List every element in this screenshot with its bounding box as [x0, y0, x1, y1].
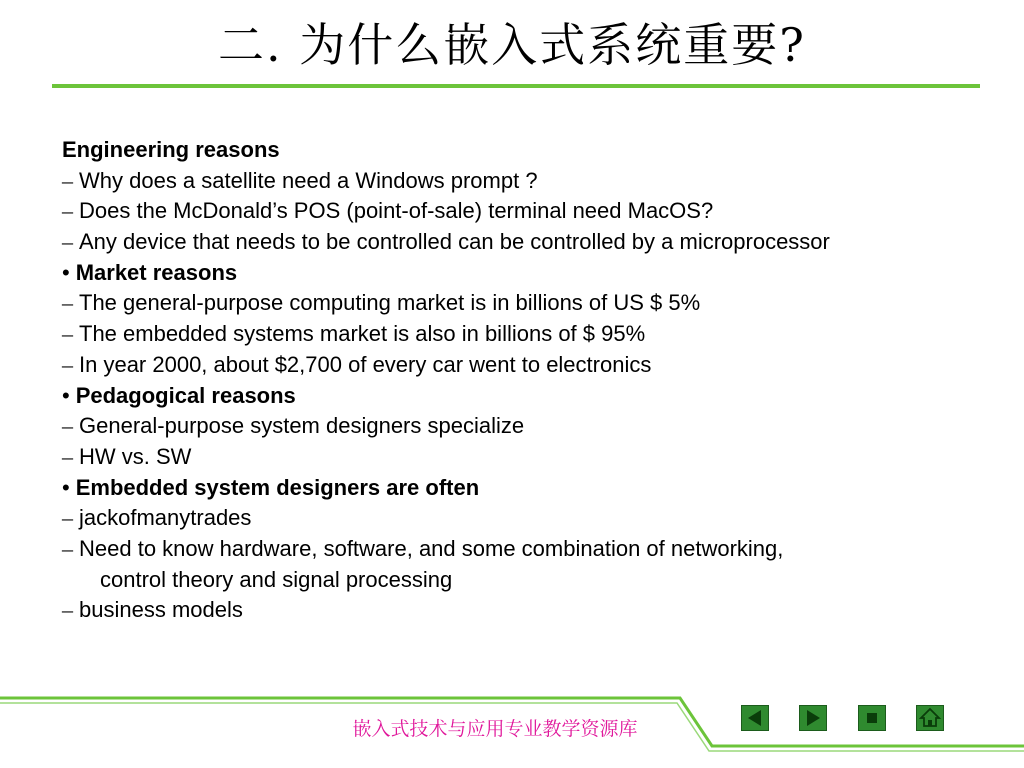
dash-marker: – — [62, 597, 73, 623]
stop-button[interactable] — [858, 705, 886, 731]
line-text: Any device that needs to be controlled can be controlled by a microprocessor — [79, 229, 830, 255]
dash-marker: – — [62, 321, 73, 347]
list-item — [62, 411, 992, 442]
line-text: The general-purpose computing market is in billions of US $ 5% — [79, 290, 701, 316]
line-text: In year 2000, about $2,700 of every car went to electronics — [79, 351, 652, 377]
line-text: Market reasons — [75, 259, 238, 285]
next-button[interactable] — [799, 705, 827, 731]
list-item — [62, 595, 992, 626]
line-text: Pedagogical reasons — [75, 382, 296, 408]
line-text: Embedded system designers are often — [75, 474, 480, 500]
bullet-marker: • — [62, 259, 70, 285]
bullet-marker: • — [62, 474, 70, 500]
home-button[interactable] — [916, 705, 944, 731]
dash-marker: – — [62, 198, 73, 224]
list-item — [62, 350, 992, 381]
dash-marker: – — [62, 167, 73, 193]
dash-marker: – — [62, 290, 73, 316]
next-icon — [800, 706, 826, 730]
list-item — [62, 503, 992, 534]
previous-icon — [742, 706, 768, 730]
section-heading — [62, 135, 992, 166]
line-text: Need to know hardware, software, and some combination of networking, — [79, 535, 784, 561]
list-item — [62, 196, 992, 227]
list-item — [62, 288, 992, 319]
dash-marker: – — [62, 505, 73, 531]
line-text: The embedded systems market is also in billions of $ 95% — [79, 321, 646, 347]
slide-content — [62, 135, 992, 626]
title-divider — [52, 84, 980, 88]
list-item — [62, 442, 992, 473]
bullet-item — [62, 258, 992, 289]
line-text: Does the McDonald’s POS (point-of-sale) terminal need MacOS? — [79, 198, 714, 224]
list-item-continuation — [62, 565, 992, 596]
line-text: jackofmanytrades — [79, 505, 252, 531]
dash-marker: – — [62, 443, 73, 469]
line-text: control theory and signal processing — [100, 566, 453, 592]
list-item — [62, 534, 992, 565]
slide-title: 二. 为什么嵌入式系统重要? — [218, 18, 806, 72]
bullet-marker: • — [62, 382, 70, 408]
dash-marker: – — [62, 413, 73, 439]
dash-marker: – — [62, 229, 73, 255]
list-item — [62, 227, 992, 258]
previous-button[interactable] — [741, 705, 769, 731]
bullet-item — [62, 473, 992, 504]
footer-text: 嵌入式技术与应用专业教学资源库 — [352, 718, 638, 740]
line-text: Why does a satellite need a Windows prompt ? — [79, 167, 538, 193]
line-text: business models — [79, 597, 243, 623]
line-text: Engineering reasons — [62, 137, 280, 162]
dash-marker: – — [62, 351, 73, 377]
dash-marker: – — [62, 535, 73, 561]
home-icon — [917, 706, 943, 730]
list-item — [62, 166, 992, 197]
line-text: HW vs. SW — [79, 443, 192, 469]
bullet-item — [62, 381, 992, 412]
list-item — [62, 319, 992, 350]
line-text: General-purpose system designers specialize — [79, 413, 525, 439]
stop-icon — [859, 706, 885, 730]
